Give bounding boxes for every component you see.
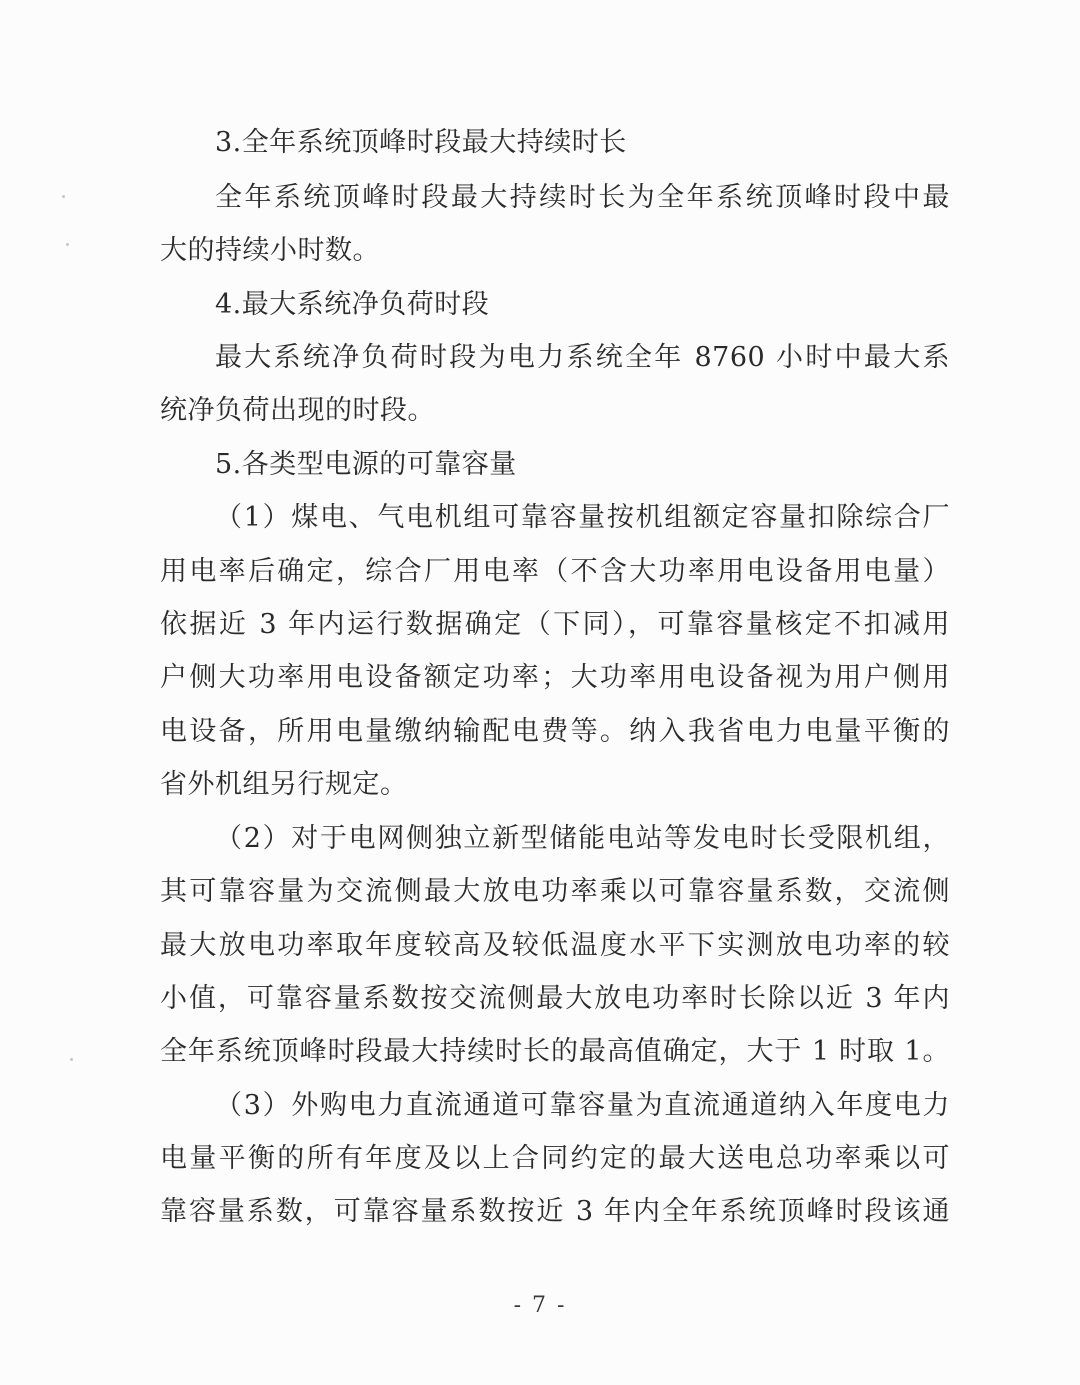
text-line: 全年系统顶峰时段最大持续时长为全年系统顶峰时段中最 (215, 182, 950, 213)
text-line: 户侧大功率用电设备额定功率；大功率用电设备视为用户侧用 (160, 662, 950, 693)
text-line: 最大系统净负荷时段为电力系统全年 8760 小时中最大系 (215, 342, 950, 373)
text-line: （3）外购电力直流通道可靠容量为直流通道纳入年度电力 (215, 1090, 950, 1121)
section-heading: 4.最大系统净负荷时段 (215, 289, 490, 320)
section-heading: 5.各类型电源的可靠容量 (215, 449, 517, 480)
text-line: 大的持续小时数。 (160, 235, 380, 266)
page-number: - 7 - (513, 1293, 567, 1318)
text-line: 电量平衡的所有年度及以上合同约定的最大送电总功率乘以可 (160, 1143, 950, 1174)
text-line: 靠容量系数，可靠容量系数按近 3 年内全年系统顶峰时段该通 (160, 1196, 950, 1227)
text-line: （1）煤电、气电机组可靠容量按机组额定容量扣除综合厂 (215, 502, 950, 533)
text-line: 依据近 3 年内运行数据确定（下同），可靠容量核定不扣减用 (160, 609, 950, 640)
scan-speck (70, 1058, 73, 1061)
text-line: 统净负荷出现的时段。 (160, 395, 435, 426)
text-line: 电设备，所用电量缴纳输配电费等。纳入我省电力电量平衡的 (160, 716, 950, 747)
text-line: 全年系统顶峰时段最大持续时长的最高值确定，大于 1 时取 1。 (160, 1036, 950, 1067)
text-line: 省外机组另行规定。 (160, 769, 408, 800)
section-heading: 3.全年系统顶峰时段最大持续时长 (215, 127, 627, 158)
scan-speck (62, 195, 65, 198)
text-line: （2）对于电网侧独立新型储能电站等发电时长受限机组， (215, 823, 950, 854)
scan-speck (66, 243, 69, 246)
text-line: 小值，可靠容量系数按交流侧最大放电功率时长除以近 3 年内 (160, 983, 950, 1014)
text-line: 最大放电功率取年度较高及较低温度水平下实测放电功率的较 (160, 930, 950, 961)
text-line: 其可靠容量为交流侧最大放电功率乘以可靠容量系数，交流侧 (160, 876, 950, 907)
text-line: 用电率后确定，综合厂用电率（不含大功率用电设备用电量） (160, 556, 950, 587)
